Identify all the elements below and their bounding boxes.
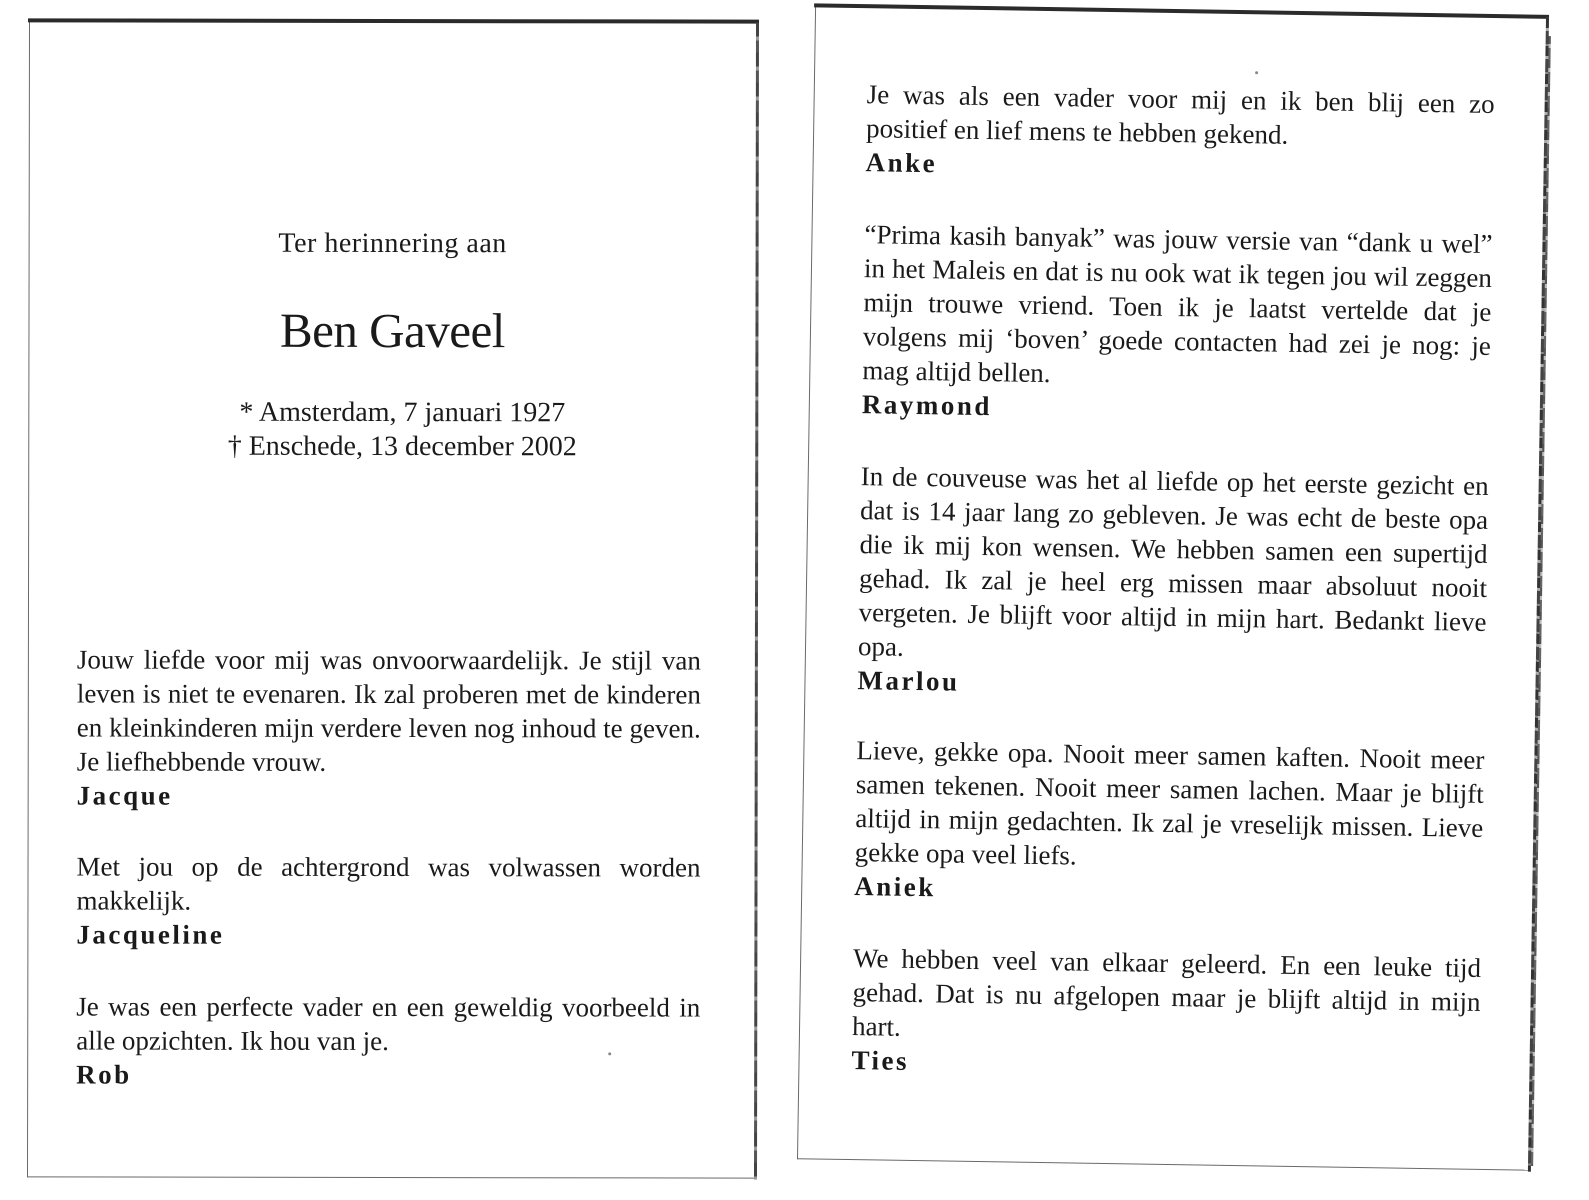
deceased-name: Ben Gaveel <box>279 302 505 359</box>
message-block <box>865 77 1495 189</box>
message-text: “Prima kasih banyak” was jouw versie van “dank u wel” in het Maleis en dat is nu ook wat ik tegen jou wil zeggen mijn trouwe vriend. Toen ik je laatst vertelde dat je volgens mij ‘boven’ goede contacten had zei je nog: je mag altijd bellen. <box>862 219 1493 389</box>
cross-icon: † <box>227 430 242 462</box>
message-block <box>77 642 701 813</box>
message-block <box>851 941 1481 1087</box>
message-signature: Jacqueline <box>76 919 225 950</box>
message-text: Jouw liefde voor mij was onvoorwaardelijk. Je stijl van leven is niet te evenaren. Ik zal proberen met de kinderen en kleinkinderen mijn verdere leven nog inhoud te geven. Je liefhebbende vrouw. <box>76 644 701 777</box>
speck <box>1255 71 1258 74</box>
message-block <box>857 459 1489 707</box>
memorial-card-inside <box>797 6 1546 1170</box>
message-signature: Aniek <box>854 871 937 903</box>
birth-text: Amsterdam, 7 januari 1927 <box>258 396 566 429</box>
message-text: In de couveuse was het al liefde op het eerste gezicht en dat is 14 jaar lang zo gebleven. Je was echt de beste opa die ik mij kon wensen. We hebben samen een supertijd gehad. Ik zal je heel erg missen maar absoluut nooit vergeten. Je blijft voor altijd in mijn hart. Bedankt lieve opa. <box>857 461 1489 662</box>
message-text: Met jou op de achtergrond was volwassen worden makkelijk. <box>76 851 701 916</box>
message-block <box>854 733 1485 913</box>
message-signature: Jacque <box>76 780 173 811</box>
message-signature: Rob <box>76 1059 132 1090</box>
message-block <box>76 989 700 1092</box>
message-text: We hebben veel van elkaar geleerd. En een leuke tijd gehad. Dat is nu afgelopen maar je blijft altijd in mijn hart. <box>851 943 1482 1042</box>
message-block <box>76 849 700 952</box>
message-signature: Anke <box>865 147 938 179</box>
message-text: Je was als een vader voor mij en ik ben blij een zo positief en lief mens te hebben gekend. <box>865 79 1495 150</box>
life-dates <box>49 395 755 464</box>
message-text: Lieve, gekke opa. Nooit meer samen kaften. Nooit meer samen tekenen. Nooit meer samen lachen. Maar je blijft altijd in mijn gedachten. Ik zal je vreselijk missen. Lieve gekke opa veel liefs. <box>854 735 1485 871</box>
birth-symbol: * <box>239 396 254 428</box>
message-block <box>862 217 1493 431</box>
message-signature: Marlou <box>857 665 960 697</box>
message-text: Je was een perfecte vader en een geweldig voorbeeld in alle opzichten. Ik hou van je. <box>76 991 701 1056</box>
birth-line <box>49 395 755 430</box>
death-text: Enschede, 13 december 2002 <box>248 430 577 463</box>
speck <box>608 1052 611 1055</box>
memorial-card-front <box>27 21 756 1178</box>
message-signature: Raymond <box>861 389 993 422</box>
message-signature: Ties <box>851 1045 910 1076</box>
intro-line: Ter herinnering aan <box>278 227 507 260</box>
death-line <box>49 429 755 464</box>
